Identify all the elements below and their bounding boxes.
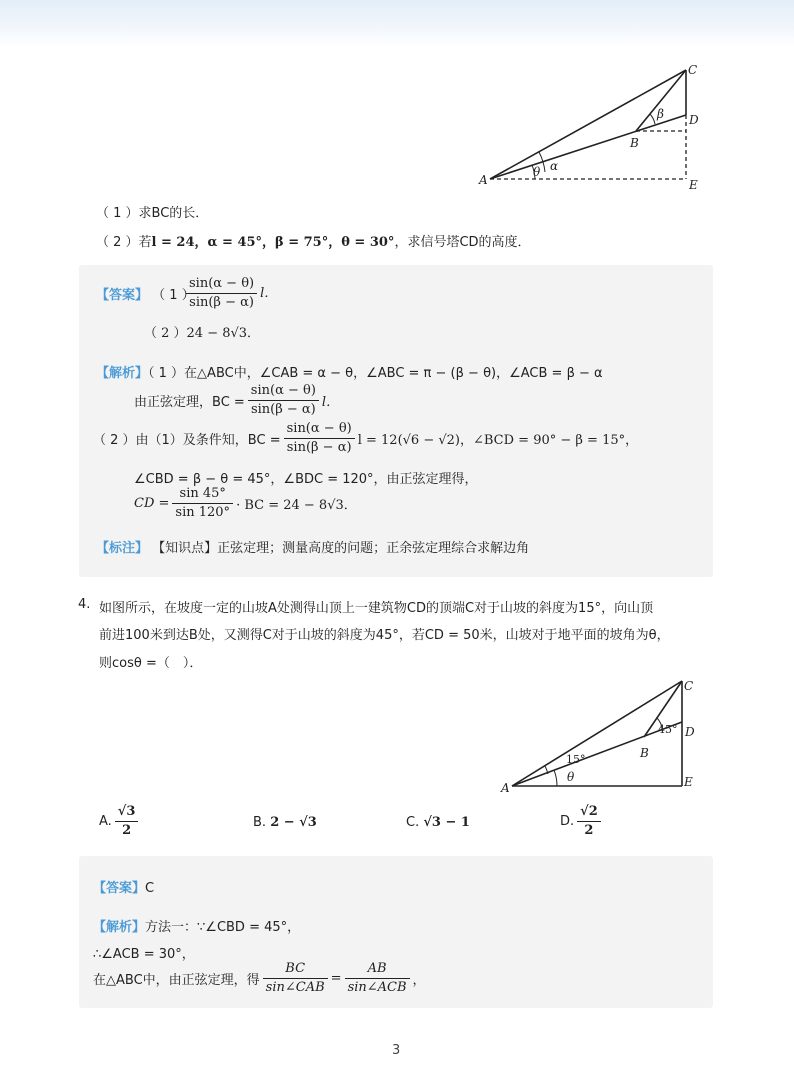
q3-part1: （ 1 ）求BC的长． [96,206,209,221]
option-b-label: B. [253,815,267,830]
option-d-num: √2 [577,804,601,822]
analysis3-line2 [134,383,339,418]
analysis4-line3-prefix: 在△ABC中，由正弦定理，得 [93,973,260,988]
q3-part2 [96,231,531,250]
option-a-num: √3 [115,804,139,822]
fig2-label-d: D [685,725,695,739]
fig2-label-c: C [684,679,694,693]
option-b-text: 2 − √3 [270,815,317,830]
frac1-num: BC [263,961,328,979]
note-text: 【知识点】正弦定理；测量高度的问题；正余弦定理综合求解边角 [152,541,530,556]
fig1-label-alpha: α [550,159,559,173]
answer4-line [93,877,154,896]
line3-tail: l = 12(√6 − √2)，∠BCD = 90° − β = 15°， [357,433,639,448]
answer4-tag: 【答案】 [93,881,146,896]
frac2-num: AB [345,961,410,979]
line5-prefix: CD = [134,496,170,511]
line2-prefix: 由正弦定理，BC = [134,395,245,410]
answer-tag: 【答案】 [96,288,149,303]
line3-denominator: sin(β − α) [286,440,352,455]
fig1-label-a: A [479,173,488,187]
fig1-label-theta: θ [533,165,541,179]
fig1-label-beta: β [657,107,664,121]
analysis-tag: 【解析】 [96,366,149,381]
frac1-den: sin∠CAB [265,980,325,995]
option-c-text: √3 − 1 [423,815,470,830]
ans2: （ 2 ）24 − 8√3． [144,326,261,341]
line5-numerator: sin 45° [172,486,233,504]
figure-slope-building [495,672,710,798]
analysis4-line3 [93,961,426,996]
analysis3-line3 [93,421,638,456]
answer4-value: C [145,881,155,896]
fig2-label-theta: θ [567,770,575,784]
figure-signal-tower [470,58,710,198]
option-a-label: A. [99,814,112,829]
line2-tail: l． [321,395,340,410]
analysis4-line1 [93,916,300,935]
analysis3-line1 [96,362,603,381]
option-b[interactable] [253,815,317,830]
fig2-label-a: A [501,781,510,795]
option-c[interactable] [406,815,470,830]
ans1-prefix: （ 1 ） [152,288,195,303]
analysis4-line2: ∴∠ACB = 30°， [93,947,195,962]
q3-part2-values: l = 24，α = 45°，β = 75°，θ = 30° [151,235,395,250]
option-c-label: C. [406,815,420,830]
ans1-formula [183,276,277,311]
fig1-label-d: D [689,113,699,127]
analysis3-line5 [134,486,357,521]
fig2-label-15: 15° [566,753,586,766]
option-a[interactable] [99,804,141,839]
answer3-ans1 [96,284,195,303]
option-d-label: D. [560,814,575,829]
frac2-den: sin∠ACB [347,980,407,995]
ans1-denominator: sin(β − α) [189,295,254,310]
q4-line1: 如图所示，在坡度一定的山坡A处测得山顶上一建筑物CD的顶端C对于山坡的斜度为15°，向山顶 [99,601,654,616]
ans1-tail: l． [260,286,278,301]
analysis3-line1-text: （ 1 ）在△ABC中，∠CAB = α − θ，∠ABC = π − (β − θ)，∠ACB = β − α [148,366,603,381]
fig2-label-45: 45° [658,723,678,736]
line2-numerator: sin(α − θ) [248,383,319,401]
fig1-label-b: B [630,136,639,150]
line3-prefix: （ 2 ）由（1）及条件知，BC = [93,433,281,448]
note3 [96,537,529,556]
analysis4-line1-text: 方法一：∵∠CBD = 45°， [145,920,301,935]
page-number: 3 [392,1043,401,1058]
option-a-den: 2 [122,823,132,838]
q3-part2-suffix: ，求信号塔CD的高度． [394,235,531,250]
fig1-label-c: C [688,63,698,77]
header-band [0,0,794,48]
option-d[interactable] [560,804,604,839]
q4-line2: 前进100米到达B处，又测得C对于山坡的斜度为45°，若CD = 50米，山坡对于地平面的坡角为θ， [99,628,670,643]
fig2-label-e: E [684,775,693,789]
option-d-den: 2 [584,823,594,838]
fig1-label-e: E [689,178,698,192]
line5-tail: · BC = 24 − 8√3． [236,498,357,513]
q4-number: 4. [78,597,91,612]
analysis4-tail: ， [412,973,426,988]
analysis3-line4: ∠CBD = β − θ = 45°，∠BDC = 120°，由正弦定理得， [134,472,478,487]
line5-denominator: sin 120° [175,505,231,520]
note-tag: 【标注】 [96,541,149,556]
analysis4-tag: 【解析】 [93,920,146,935]
line3-numerator: sin(α − θ) [284,421,355,439]
eq-sign: = [330,971,342,986]
ans1-numerator: sin(α − θ) [186,276,257,294]
q3-part2-prefix: （ 2 ）若 [96,235,152,250]
q4-line3: 则cosθ =（ ）． [99,656,203,671]
line2-denominator: sin(β − α) [250,402,316,417]
fig2-label-b: B [640,746,649,760]
